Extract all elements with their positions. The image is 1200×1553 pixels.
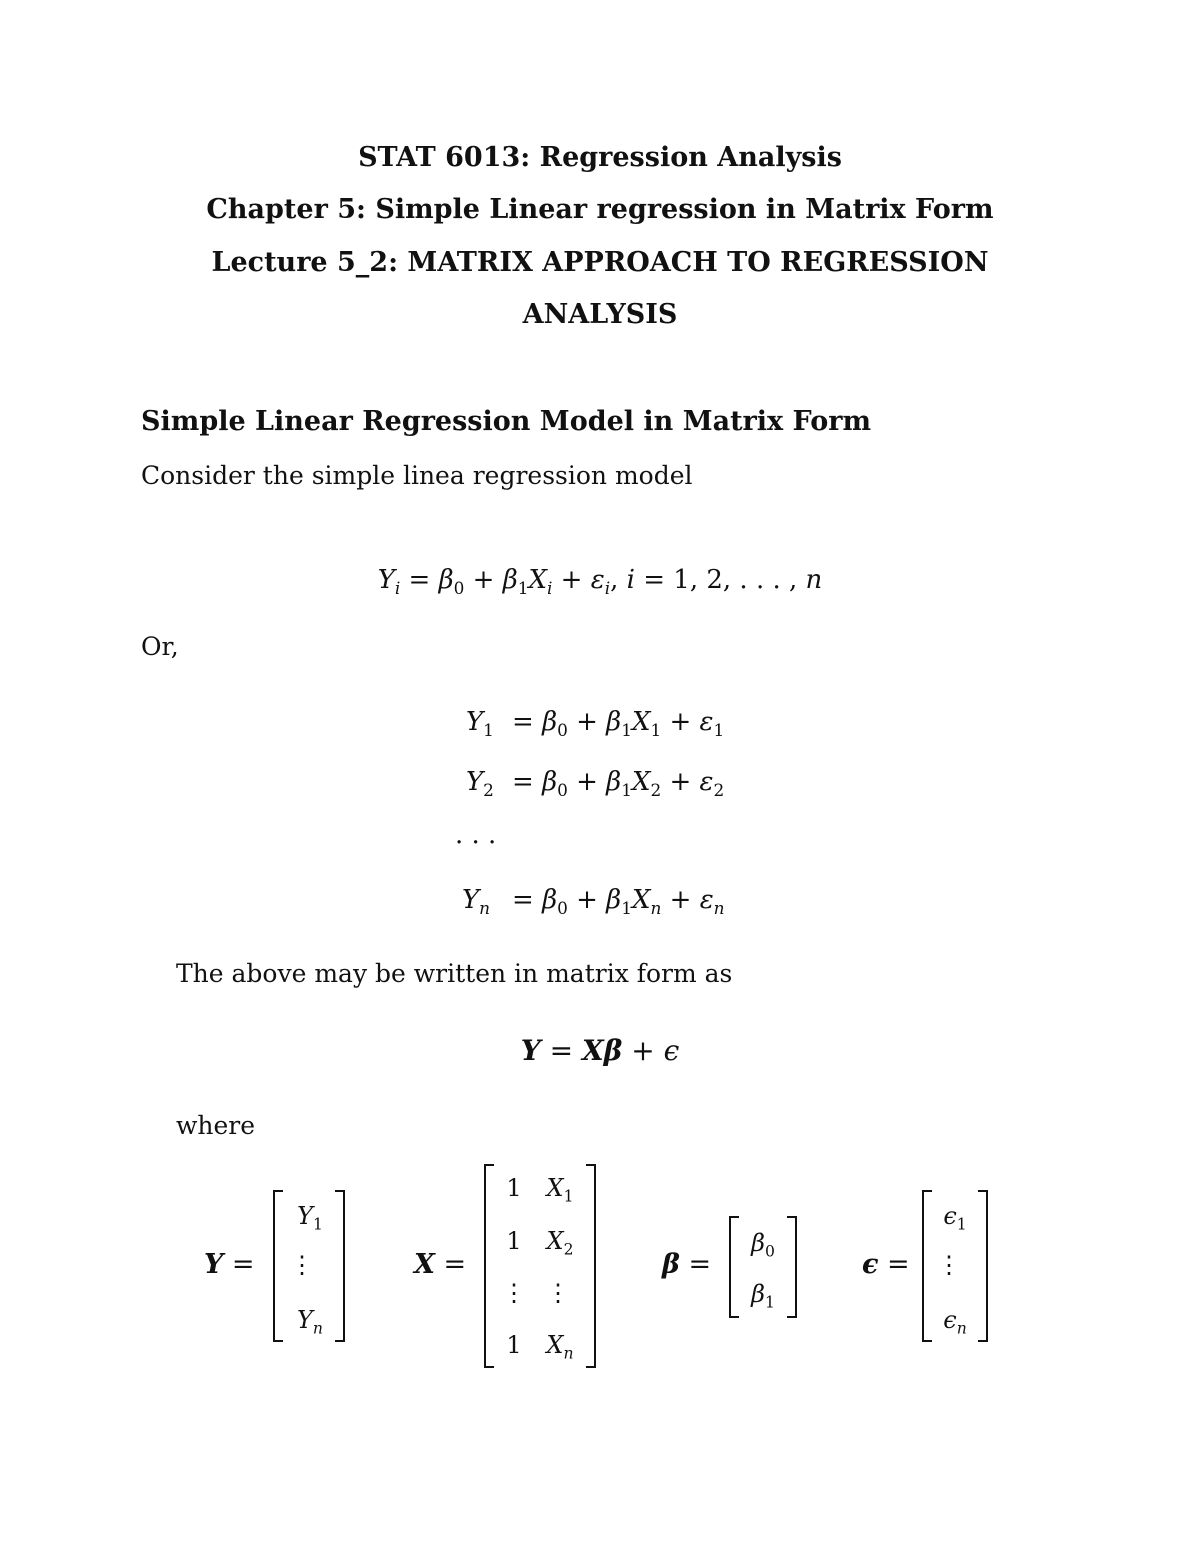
beta-entry-0: $\beta_0$ [751, 1229, 775, 1261]
intro-paragraph: Consider the simple linea regression model [141, 461, 693, 490]
matrix-intro-paragraph: The above may be written in matrix form as [176, 959, 733, 988]
y-entry-dots: ⋮ [290, 1251, 314, 1279]
epsilon-entry-n: $\epsilon_n$ [943, 1306, 967, 1338]
equation-row-n-rhs: = $\beta_0 + \beta_1X_n + \varepsilon_n$ [512, 885, 725, 918]
matrix-form-equation: Y = Xβ + ϵ [520, 1034, 680, 1067]
epsilon-left-bracket [922, 1190, 932, 1342]
x-entry-2-1: 1 [506, 1227, 522, 1255]
equation-row-1: $Y_1$ [466, 707, 494, 740]
beta-vector-label: β = [662, 1249, 712, 1280]
y-vector-label: Y = [204, 1249, 255, 1280]
x-entry-3-2: ⋮ [546, 1279, 570, 1307]
lecture-title-line2: ANALYSIS [522, 299, 678, 330]
epsilon-right-bracket [978, 1190, 988, 1342]
x-entry-4-2: $X_n$ [546, 1331, 574, 1363]
x-right-bracket [586, 1164, 596, 1368]
model-equation: $Y_i = \beta_0 + \beta_1X_i + \varepsilon_i$, i = 1, 2, . . . , n [377, 565, 823, 598]
equation-row-1-rhs: = $\beta_0 + \beta_1X_1 + \varepsilon_1$ [512, 707, 725, 740]
x-entry-2-2: $X_2$ [546, 1227, 574, 1259]
beta-left-bracket [729, 1216, 739, 1318]
epsilon-entry-1: $\epsilon_1$ [943, 1202, 967, 1234]
x-matrix-label: X = [414, 1249, 467, 1280]
y-entry-n: $Y_n$ [297, 1306, 323, 1338]
equation-row-2: $Y_2$ [466, 767, 494, 800]
beta-right-bracket [787, 1216, 797, 1318]
course-title: STAT 6013: Regression Analysis [358, 142, 842, 173]
x-entry-3-1: ⋮ [502, 1279, 526, 1307]
lecture-title-line1: Lecture 5_2: MATRIX APPROACH TO REGRESSION [211, 247, 989, 278]
beta-entry-1: $\beta_1$ [751, 1280, 775, 1312]
x-entry-1-1: 1 [506, 1174, 522, 1202]
epsilon-entry-dots: ⋮ [937, 1251, 961, 1279]
or-text: Or, [141, 632, 179, 661]
where-text: where [176, 1111, 256, 1140]
x-entry-4-1: 1 [506, 1331, 522, 1359]
x-entry-1-2: $X_1$ [546, 1174, 574, 1206]
epsilon-vector-label: ϵ = [862, 1249, 910, 1280]
y-left-bracket [273, 1190, 283, 1342]
equation-ellipsis: · · · [455, 828, 497, 858]
x-left-bracket [484, 1164, 494, 1368]
y-entry-1: $Y_1$ [297, 1202, 323, 1234]
chapter-title: Chapter 5: Simple Linear regression in Matrix Form [206, 194, 994, 225]
equation-row-n: $Y_n$ [462, 885, 491, 918]
equation-row-2-rhs: = $\beta_0 + \beta_1X_2 + \varepsilon_2$ [512, 767, 725, 800]
y-right-bracket [335, 1190, 345, 1342]
section-heading: Simple Linear Regression Model in Matrix Form [141, 406, 872, 437]
